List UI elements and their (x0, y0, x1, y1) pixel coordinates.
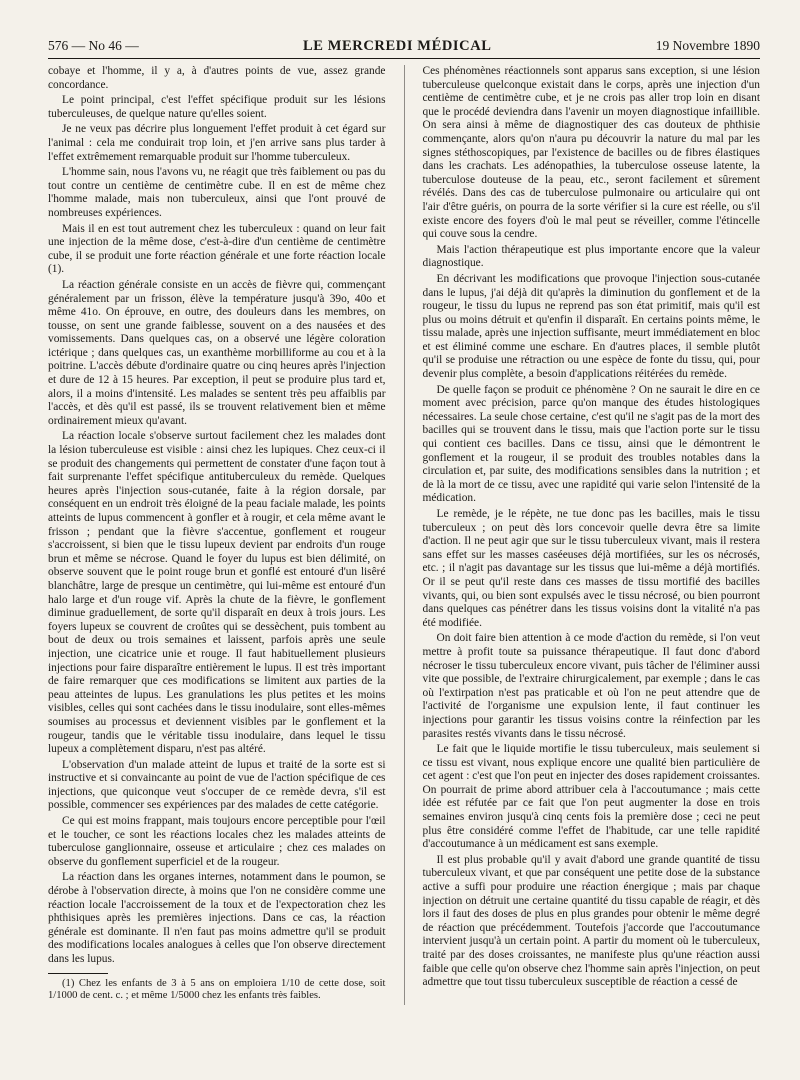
paragraph: On doit faire bien attention à ce mode d'action du remède, si l'on veut mettre à profit toute sa puissance thérapeutique. Il faut donc d'abord nécroser le tissu tuberculeux encore vivant, puis tâcher de l'éliminer aussi vite que possible, de l'extraire chirurgicalement, par exemple ; dans le cas où l'extirpation n'est pas praticable et où l'on ne peut attendre que de l'activité de l'organisme une expulsion lente, il faut continuer les injections pour garantir les tissus voisins contre la réinfection par les parasites restés vivants dans le tissu nécrosé. (422, 632, 760, 740)
paragraph: Le fait que le liquide mortifie le tissu tuberculeux, mais seulement si ce tissu est vivant, nous explique encore une qualité bien particulière de cet agent : c'est que l'on peut en injecter des doses rapidement croissantes. On pourrait de prime abord attribuer cela à l'accoutumance ; mais cette idée est réfutée par ce fait que l'on peut augmenter la dose en trois semaines environ jusqu'à cinq cents fois la première dose ; ceci ne peut plus être considéré comme l'effet de l'habitude, car une telle rapidité d'accoutumance à un médicament est sans exemple. (422, 743, 760, 851)
paragraph: Le remède, je le répète, ne tue donc pas les bacilles, mais le tissu tuberculeux ; on peut dès lors concevoir quelle devra être sa limite d'action. Il ne peut agir que sur le tissu tuberculeux vivant, mais il restera sans effet sur les masses caséeuses déjà mortifiées, sur les os nécrosés, etc. ; il n'agit pas davantage sur les tissus que lui-même a déjà mortifiés. Or il se peut qu'il reste dans ces masses de tissu mortifié des bacilles vivants, qui, ou bien sont expulsés avec le tissu nécrosé, ou bien pourront dans quelques cas pénétrer dans les tissus voisins dont la vitalité n'a pas été modifiée. (422, 508, 760, 629)
paragraph: Il est plus probable qu'il y avait d'abord une grande quantité de tissu tuberculeux vivant, et que par conséquent une petite dose de la substance active a suffi pour produire une réaction énergique ; mais par chaque injection on détruit une certaine quantité du tissu capable de réagir, et dès lors il faut des doses de plus en plus grandes pour obtenir le même degré de réaction que précédemment. Toutefois j'accorde que l'accoutumance intervient jusqu'à un certain point. A partir du moment où le tuberculeux, traité par des doses croissantes, ne manifeste plus qu'une réaction aussi faible que celle qu'on observe chez l'homme sain après l'injection, on peut admettre que tout tissu tuberculeux susceptible de réaction a cessé de (422, 853, 760, 989)
left-column (48, 65, 386, 1005)
paragraph: Le point principal, c'est l'effet spécifique produit sur les lésions tuberculeuses, de quelque nature qu'elles soient. (48, 94, 386, 120)
paragraph: La réaction locale s'observe surtout facilement chez les malades dont la lésion tuberculeuse est visible : ainsi chez les lupiques. Chez ceux-ci il se produit des changements qui permettent de constater d'une façon tout à fait surprenante l'effet spécifique antituberculeux du remède. Quelques heures après l'injection sous-cutanée, faite à la région dorsale, par conséquent en un endroit très éloigné de la peau faciale malade, les points atteints de lupus commencent à gonfler et à rougir, et cela même avant le frisson ; pendant que la fièvre s'accentue, gonflement et rougeur s'accroissent, si bien que le tissu lupeux devient par endroits d'un rouge brun et même se nécrose. Quand le foyer du lupus est bien délimité, on observe souvent que le point rouge brun et gonflé est entouré d'un lisêré blanchâtre, large de presque un centimètre, qui lui-même est entouré d'un halo large et d'un rouge vif. Après la chute de la fièvre, le gonflement diminue graduellement, de sorte qu'il disparaît en deux à trois jours. Les foyers lupeux se couvrent de croûtes qui se dessèchent, puis tombent au bout de deux ou trois semaines et laissent, parfois après une seule injection, une cicatrice unie et rouge. Il faut habituellement plusieurs injections pour faire disparaître entièrement le lupus. Il est très important de faire remarquer que ces modifications se limitent aux parties de la peau atteintes de lupus. Les granulations les plus petites et les moins visibles, celles qui sont cachées dans le tissu inodulaire, sont elles-mêmes soumises au processus et deviennent visibles par le gonflement et la rougeur, tandis que le véritable tissu inodulaire, dans lequel le tissu lupeux a complètement disparu, n'est pas altéré. (48, 430, 386, 756)
paragraph: En décrivant les modifications que provoque l'injection sous-cutanée dans le lupus, j'ai déjà dit qu'après la diminution du gonflement et de la rougeur, le tissu du lupus ne reprend pas son état primitif, mais qu'il est plus ou moins détruit et qu'enfin il disparaît. En certains points même, le tissu malade, après une injection suffisante, meurt immédiatement en bloc et est éliminé comme une eschare. En d'autres places, il semble plutôt qu'il se produise une rétraction ou une espèce de fonte du tissu, qui, pour devenir plus complète, a besoin d'applications réitérées du remède. (422, 272, 760, 381)
paragraph: Mais il en est tout autrement chez les tuberculeux : quand on leur fait une injection de la même dose, c'est-à-dire d'un centième de centimètre cube, il se produit une forte réaction générale et une forte réaction locale (1). (48, 222, 386, 276)
paragraph: Ces phénomènes réactionnels sont apparus sans exception, si une lésion tuberculeuse quelconque existait dans le corps, après une injection d'un centième de centimètre cube, et je ne crois pas aller trop loin en disant que le procédé deviendra dans l'avenir un moyen diagnostique infaillible. On sera ainsi à même de diagnostiquer des cas douteux de phthisie commençante, alors qu'on n'aura pu découvrir la nature du mal par les signes stéthoscopiques, par l'existence de bacilles ou de fibres élastiques dans les crachats. Les adénopathies, la tuberculose osseuse latente, la tuberculose douteuse de la peau, etc., seront facilement et sûrement révélés. Dans des cas de tuberculose pulmonaire ou articulaire qui ont l'air d'être guéris, on pourra de la sorte vérifier si la cure est réelle, ou s'il existe encore des foyers d'où le mal peut se réveiller, comme l'étincelle qui couve sous la cendre. (422, 65, 760, 241)
page-number: 576 — No 46 — (48, 38, 139, 53)
issue-date: 19 Novembre 1890 (655, 38, 760, 53)
paragraph: Ce qui est moins frappant, mais toujours encore perceptible pour l'œil et le toucher, ce sont les réactions locales chez les malades atteints de tuberculose ganglionnaire, osseuse et articulaire ; chez ces malades on observe du gonflement superficiel et de la rougeur. (48, 815, 386, 868)
text-columns (48, 65, 760, 1005)
paragraph: L'observation d'un malade atteint de lupus et traité de la sorte est si instructive et si convaincante au point de vue de l'action spécifique de ces injections, que quiconque veut s'occuper de ce remède devra, s'il est possible, commencer ses expériences par des malades de cette catégorie. (48, 758, 386, 812)
paragraph: La réaction dans les organes internes, notamment dans le poumon, se dérobe à l'observation directe, à moins que l'on ne considère comme une réaction locale l'accroissement de la toux et de l'expectoration chez les phthisiques après les premières injections. Dans ce cas, la réaction générale est dominante. Il n'en faut pas moins admettre qu'il se produit des modifications locales analogues à celles que l'on observe directement dans les lupus. (48, 871, 386, 965)
journal-title: LE MERCREDI MÉDICAL (302, 38, 492, 54)
running-header (48, 38, 760, 59)
paragraph: Mais l'action thérapeutique est plus importante encore que la valeur diagnostique. (422, 243, 760, 270)
paragraph: La réaction générale consiste en un accès de fièvre qui, commençant généralement par un frisson, élève la température jusqu'à 39o, 40o et même 41o. On éprouve, en outre, des douleurs dans les membres, on tousse, on sent une grande faiblesse, souvent on a des nausées et des vomissements. Dans quelques cas, on a observé une légère coloration ictérique ; dans quelques cas, un exanthème morbilliforme au cou et à la poitrine. L'accès débute d'ordinaire quatre ou cinq heures après l'injection et dure de 12 à 15 heures. Par exception, il peut se produire plus tard et, alors, il a moins d'intensité. Les malades se sentent très peu affaiblis par l'accès, et dès qu'il est passé, ils se trouvent relativement bien et même ordinairement mieux qu'avant. (48, 278, 386, 427)
paragraph: De quelle façon se produit ce phénomène ? On ne saurait le dire en ce moment avec précision, parce qu'on manque des études histologiques nécessaires. La seule chose certaine, c'est qu'il ne s'agit pas de la mort des bacilles qui se trouvent dans le tissu, mais que l'action porte sur le tissu qui contient ces bacilles. Dans ce tissu, ainsi que le démontrent le gonflement et la rougeur, il se produit des troubles notables dans la circulation et, par suite, des modifications sensibles dans la nutrition ; et de là la mort de ce tissu, avec une rapidité qui varie selon l'intensité de la médication. (422, 383, 760, 505)
footnote: (1) Chez les enfants de 3 à 5 ans on emploiera 1/10 de cette dose, soit 1/1000 de cent. c. ; et même 1/5000 chez les enfants très faibles. (48, 977, 386, 1002)
paragraph: cobaye et l'homme, il y a, à d'autres points de vue, assez grande concordance. (48, 65, 386, 91)
paragraph: L'homme sain, nous l'avons vu, ne réagit que très faiblement ou pas du tout contre un centième de centimètre cube. Il en est de même chez l'homme malade, mais non tuberculeux, ainsi que l'ont prouvé de nombreuses expériences. (48, 166, 386, 219)
right-column (423, 65, 761, 1005)
paragraph: Je ne veux pas décrire plus longuement l'effet produit à cet égard sur l'animal : cela me conduirait trop loin, et j'en arrive sans plus tarder à l'effet extrêmement remarquable produit sur l'homme tuberculeux. (48, 123, 386, 163)
footnote-rule (48, 973, 108, 974)
column-divider (404, 65, 405, 1005)
